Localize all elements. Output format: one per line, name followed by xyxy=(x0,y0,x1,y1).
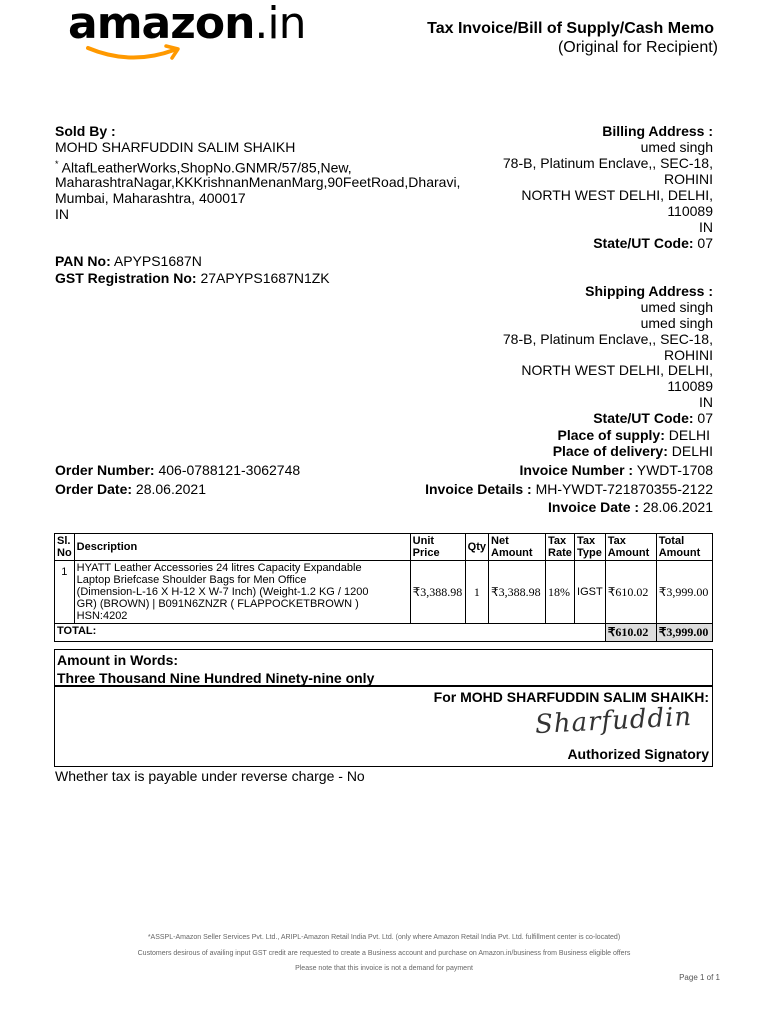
invoice-details-label: Invoice Details : xyxy=(425,481,532,497)
shipping-line: IN xyxy=(699,394,713,410)
col-tax-rate: Tax Rate xyxy=(546,534,575,561)
seller-name: MOHD SHARFUDDIN SALIM SHAIKH xyxy=(55,139,296,155)
billing-state-label: State/UT Code: xyxy=(593,235,694,251)
order-number-row xyxy=(55,462,300,478)
seller-address-text1: AltafLeatherWorks,ShopNo.GNMR/57/85,New, xyxy=(61,159,352,176)
amount-in-words-box xyxy=(54,649,713,687)
invoice-table xyxy=(54,533,713,642)
footer-line1: *ASSPL-Amazon Seller Services Pvt. Ltd., ARIPL-Amazon Retail India Pvt. Ltd. (only where Amazon Retail India Pvt. Ltd. fulfillment center is co-located) xyxy=(147,934,621,941)
gst-label: GST Registration No: xyxy=(55,270,197,286)
invoice-number-row xyxy=(520,462,713,478)
total-label: TOTAL: xyxy=(55,624,606,642)
place-of-supply-row xyxy=(558,427,710,443)
row-sl: 1 xyxy=(55,561,75,624)
desc-line: Laptop Briefcase Shoulder Bags for Men Office xyxy=(76,574,307,586)
order-date-label: Order Date: xyxy=(55,481,133,497)
billing-state-row xyxy=(593,235,713,251)
signatory-box xyxy=(54,685,713,767)
desc-line: HYATT Leather Accessories 24 litres Capacity Expandable xyxy=(76,562,362,574)
page-number: Page 1 of 1 xyxy=(679,973,720,982)
shipping-state-row xyxy=(593,410,713,426)
billing-address-label: Billing Address : xyxy=(602,123,713,139)
place-of-delivery-row xyxy=(553,443,713,459)
table-total-row xyxy=(55,624,713,642)
shipping-line: NORTH WEST DELHI, DELHI, xyxy=(521,362,713,378)
billing-line: IN xyxy=(699,219,713,235)
col-unit-price: Unit Price xyxy=(410,534,465,561)
billing-line: NORTH WEST DELHI, DELHI, xyxy=(521,187,713,203)
total-amount: ₹3,999.00 xyxy=(656,624,712,642)
table-row xyxy=(55,561,713,624)
desc-line: GR) (BROWN) | B091N6ZNZR ( FLAPPOCKETBROWN ) xyxy=(76,598,359,610)
amazon-smile-icon xyxy=(86,44,186,64)
for-seller-label: For MOHD SHARFUDDIN SALIM SHAIKH: xyxy=(433,689,709,705)
col-sl-no: Sl. No xyxy=(55,534,75,561)
asterisk-mark: * xyxy=(55,159,59,169)
col-description: Description xyxy=(74,534,410,561)
pan-value: APYPS1687N xyxy=(113,253,202,269)
shipping-line: 78-B, Platinum Enclave,, SEC-18, xyxy=(502,331,713,347)
invoice-details-row xyxy=(425,481,713,497)
place-of-supply-label: Place of supply: xyxy=(557,427,665,443)
authorized-signatory-label: Authorized Signatory xyxy=(567,746,709,762)
place-of-delivery-label: Place of delivery: xyxy=(552,443,668,459)
shipping-line: ROHINI xyxy=(664,347,713,363)
sold-by-label: Sold By : xyxy=(55,123,116,139)
invoice-date-label: Invoice Date : xyxy=(548,499,640,515)
col-net-amount: Net Amount xyxy=(489,534,546,561)
invoice-subtitle: (Original for Recipient) xyxy=(557,39,718,56)
invoice-number-label: Invoice Number : xyxy=(519,462,634,478)
invoice-date-value: 28.06.2021 xyxy=(642,499,713,515)
billing-line: 110089 xyxy=(667,203,713,219)
order-date-value: 28.06.2021 xyxy=(135,481,206,497)
desc-line: HSN:4202 xyxy=(76,610,128,622)
table-header-row xyxy=(55,534,713,561)
invoice-number-value: YWDT-1708 xyxy=(636,462,713,478)
footer-line3: Please note that this invoice is not a demand for payment xyxy=(295,965,473,972)
col-total-amount: Total Amount xyxy=(656,534,712,561)
row-description xyxy=(74,561,410,624)
place-of-delivery-value: DELHI xyxy=(671,443,713,459)
seller-address-line4: IN xyxy=(55,206,69,222)
row-tax-type: IGST xyxy=(575,561,606,624)
order-date-row xyxy=(55,481,206,497)
col-tax-type: Tax Type xyxy=(575,534,606,561)
amount-in-words-value: Three Thousand Nine Hundred Ninety-nine only xyxy=(57,670,375,686)
invoice-title: Tax Invoice/Bill of Supply/Cash Memo xyxy=(427,20,714,37)
desc-line: (Dimension-L-16 X H-12 X W-7 Inch) (Weight-1.2 KG / 1200 xyxy=(76,586,369,598)
total-tax-amount: ₹610.02 xyxy=(605,624,656,642)
billing-state-value: 07 xyxy=(697,235,713,251)
signature-image: Sharfuddin xyxy=(534,701,693,741)
row-unit-price: ₹3,388.98 xyxy=(410,561,465,624)
pan-row xyxy=(55,253,202,269)
reverse-charge-note: Whether tax is payable under reverse charge - No xyxy=(55,768,365,784)
seller-address-line3: Mumbai, Maharashtra, 400017 xyxy=(55,190,246,206)
amount-in-words-label: Amount in Words: xyxy=(57,652,179,668)
col-qty: Qty xyxy=(465,534,488,561)
col-tax-amount: Tax Amount xyxy=(605,534,656,561)
billing-line: ROHINI xyxy=(664,171,713,187)
pan-label: PAN No: xyxy=(55,253,111,269)
seller-address-line1 xyxy=(55,156,352,176)
amazon-logo: amazon.in xyxy=(68,0,306,49)
row-tax-rate: 18% xyxy=(546,561,575,624)
row-tax-amount: ₹610.02 xyxy=(605,561,656,624)
shipping-state-value: 07 xyxy=(697,410,713,426)
shipping-line: umed singh xyxy=(640,315,713,331)
row-total-amount: ₹3,999.00 xyxy=(656,561,712,624)
invoice-details-value: MH-YWDT-721870355-2122 xyxy=(535,481,713,497)
billing-line: umed singh xyxy=(640,139,713,155)
row-qty: 1 xyxy=(465,561,488,624)
invoice-date-row xyxy=(548,499,713,515)
seller-address-line2: MaharashtraNagar,KKKrishnanMenanMarg,90FeetRoad,Dharavi, xyxy=(55,174,461,190)
shipping-address-label: Shipping Address : xyxy=(585,283,713,299)
row-net-amount: ₹3,388.98 xyxy=(489,561,546,624)
order-number-value: 406-0788121-3062748 xyxy=(158,462,301,478)
gst-value: 27APYPS1687N1ZK xyxy=(200,270,330,286)
gst-row xyxy=(55,270,330,286)
shipping-state-label: State/UT Code: xyxy=(593,410,694,426)
billing-line: 78-B, Platinum Enclave,, SEC-18, xyxy=(502,155,713,171)
footer-line2: Customers desirous of availing input GST credit are requested to create a Business account and purchase on Amazon.in/business from Business eligible offers xyxy=(137,950,631,957)
place-of-supply-value: DELHI xyxy=(668,427,710,443)
shipping-line: 110089 xyxy=(667,378,713,394)
order-number-label: Order Number: xyxy=(55,462,155,478)
shipping-line: umed singh xyxy=(640,299,713,315)
